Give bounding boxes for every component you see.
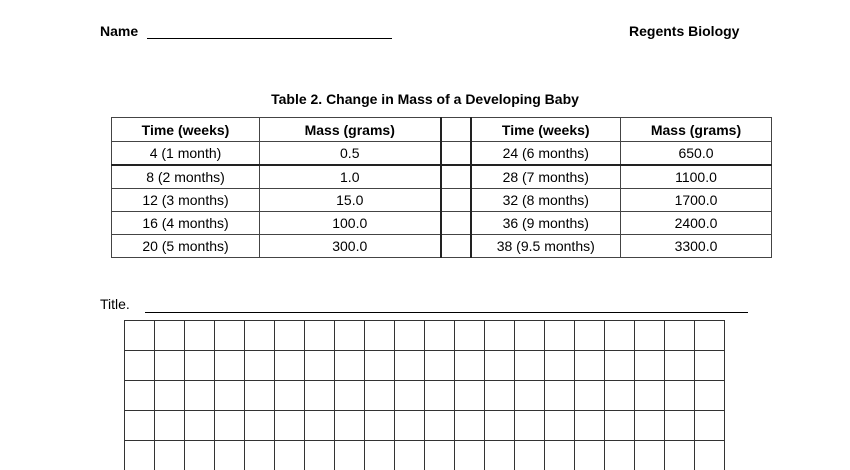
time-cell: 32 (8 months) (471, 189, 621, 212)
header-time-left: Time (weeks) (112, 118, 260, 142)
time-cell: 16 (4 months) (112, 212, 260, 235)
graph-title-blank-line[interactable] (145, 312, 748, 313)
table-row (112, 165, 772, 189)
name-label: Name (100, 23, 139, 39)
time-cell: 28 (7 months) (471, 165, 621, 189)
spacer-cell (441, 165, 471, 189)
time-cell: 36 (9 months) (471, 212, 621, 235)
spacer-cell (441, 189, 471, 212)
course-title: Regents Biology (629, 23, 740, 39)
mass-cell: 2400.0 (621, 212, 772, 235)
mass-cell: 300.0 (260, 235, 441, 258)
mass-cell: 3300.0 (621, 235, 772, 258)
mass-cell: 650.0 (621, 142, 772, 166)
mass-cell: 15.0 (260, 189, 441, 212)
spacer-cell (441, 142, 471, 166)
header-mass-left: Mass (grams) (260, 118, 441, 142)
data-table (111, 117, 772, 258)
graph-grid[interactable] (124, 320, 725, 470)
time-cell: 20 (5 months) (112, 235, 260, 258)
mass-cell: 1.0 (260, 165, 441, 189)
spacer-cell (441, 212, 471, 235)
time-cell: 4 (1 month) (112, 142, 260, 166)
table-row (112, 189, 772, 212)
table-caption: Table 2. Change in Mass of a Developing Baby (271, 91, 579, 107)
mass-cell: 1700.0 (621, 189, 772, 212)
time-cell: 38 (9.5 months) (471, 235, 621, 258)
mass-cell: 0.5 (260, 142, 441, 166)
time-cell: 12 (3 months) (112, 189, 260, 212)
graph-title-label: Title. (100, 296, 130, 312)
table-header-row (112, 118, 772, 142)
header-time-right: Time (weeks) (471, 118, 621, 142)
table-row (112, 212, 772, 235)
table-row (112, 142, 772, 166)
spacer-cell (441, 235, 471, 258)
header-spacer (441, 118, 471, 142)
name-blank-line[interactable] (147, 38, 392, 39)
time-cell: 24 (6 months) (471, 142, 621, 166)
mass-cell: 1100.0 (621, 165, 772, 189)
time-cell: 8 (2 months) (112, 165, 260, 189)
header-mass-right: Mass (grams) (621, 118, 772, 142)
mass-cell: 100.0 (260, 212, 441, 235)
table-row (112, 235, 772, 258)
